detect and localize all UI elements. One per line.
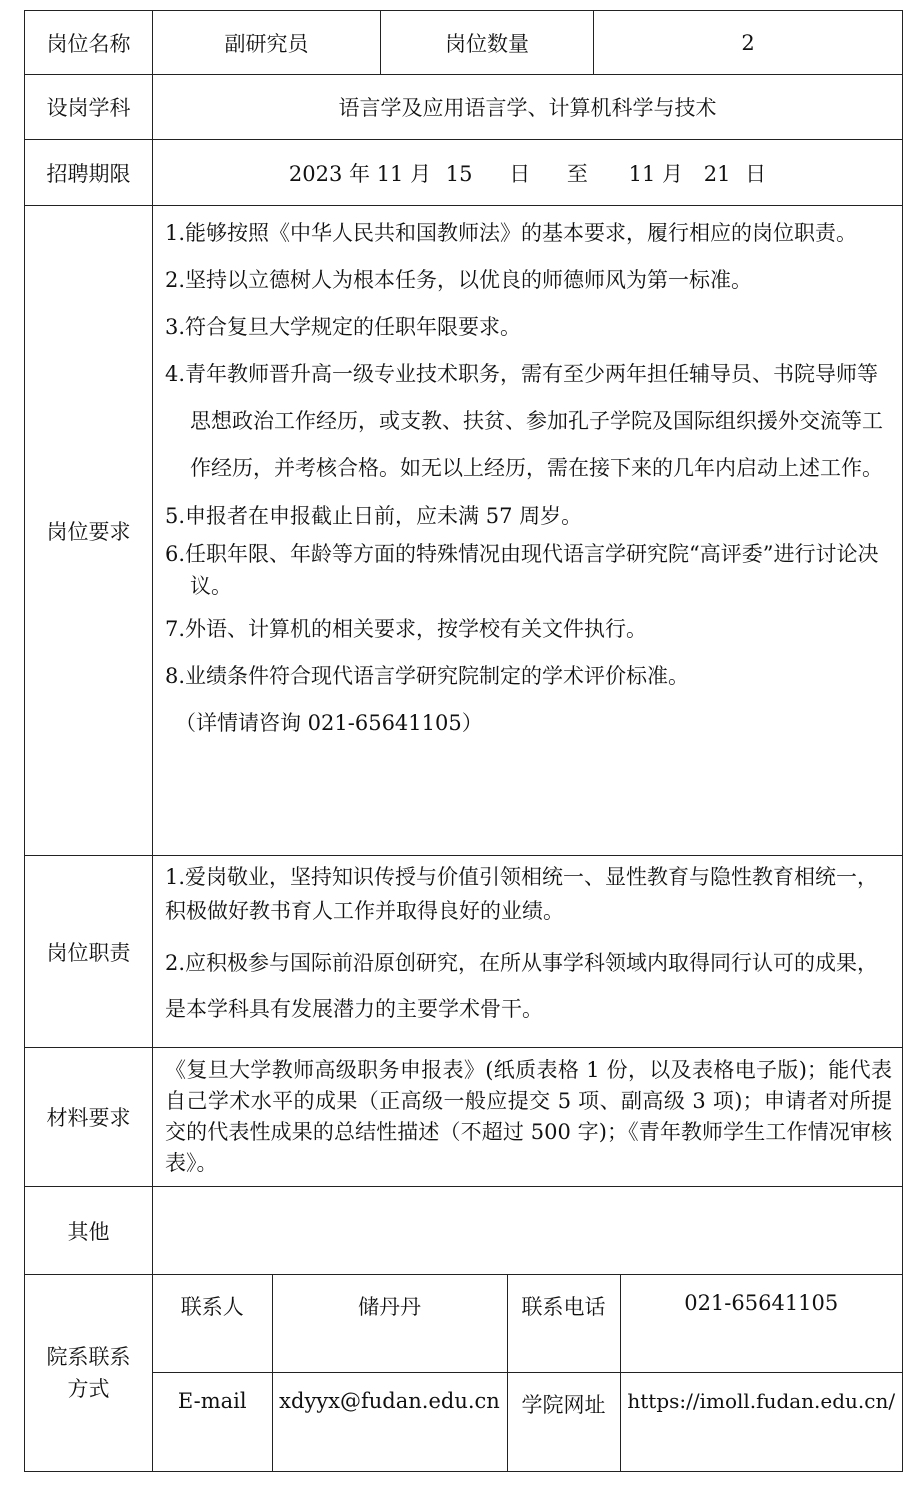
contact-row-2 [153, 1372, 902, 1471]
period-day-char: 日 [509, 161, 531, 186]
requirement-item: 1.能够按照《中华人民共和国教师法》的基本要求，履行相应的岗位职责。 [165, 221, 858, 245]
contact-site-value[interactable]: https://imoll.fudan.edu.cn/ [620, 1372, 902, 1471]
period-day-char-2: 日 [745, 161, 767, 186]
period-year-char: 年 [349, 161, 370, 186]
duty-item: 1.爱岗敬业，坚持知识传授与价值引领相统一、显性教育与隐性教育相统一，积极做好教书育人工作并取得良好的业绩。 [165, 865, 879, 923]
contact-email-value[interactable]: xdyyx@fudan.edu.cn [272, 1372, 507, 1471]
requirements-content [153, 206, 903, 856]
requirement-item: 2.坚持以立德树人为根本任务，以优良的师德师风为第一标准。 [165, 268, 753, 292]
contact-person-value: 储丹丹 [272, 1275, 507, 1372]
contact-row-1 [153, 1275, 902, 1372]
period-to: 至 [566, 161, 588, 186]
other-label: 其他 [25, 1187, 153, 1275]
row-discipline [25, 75, 903, 140]
row-requirements [25, 206, 903, 856]
materials-text: 《复旦大学教师高级职务申报表》(纸质表格 1 份，以及表格电子版)；能代表自己学术水平的成果（正高级一般应提交 5 项、副高级 3 项)；申请者对所提交的代表性成果的总结性描述（不超过 500 字)；《青年教师学生工作情况审核表》。 [165, 1058, 892, 1175]
job-posting-table [24, 10, 903, 1472]
quota-label: 岗位数量 [381, 11, 594, 75]
row-materials [25, 1048, 903, 1187]
requirement-item: 5.申报者在申报截止日前，应未满 57 周岁。 [165, 504, 583, 528]
period-year: 2023 [288, 161, 343, 186]
period-month-char-2: 月 [662, 161, 684, 186]
row-contact [25, 1275, 903, 1472]
contact-site-label: 学院网址 [507, 1372, 620, 1471]
requirement-item: 8.业绩条件符合现代语言学研究院制定的学术评价标准。 [165, 664, 690, 688]
period-end-month: 11 [628, 161, 656, 186]
discipline-label: 设岗学科 [25, 75, 153, 140]
duties-content [153, 856, 903, 1048]
contact-phone-value: 021-65641105 [620, 1275, 902, 1372]
quota-value: 2 [594, 11, 903, 75]
requirements-label: 岗位要求 [25, 206, 153, 856]
requirement-item: 6.任职年限、年龄等方面的特殊情况由现代语言学研究院“高评委”进行讨论决议。 [165, 542, 879, 598]
period-label: 招聘期限 [25, 140, 153, 206]
requirement-item: 7.外语、计算机的相关要求，按学校有关文件执行。 [165, 617, 648, 641]
row-duties [25, 856, 903, 1048]
position-label: 岗位名称 [25, 11, 153, 75]
requirement-item: 4.青年教师晋升高一级专业技术职务，需有至少两年担任辅导员、书院导师等思想政治工作经历，或支教、扶贫、参加孔子学院及国际组织援外交流等工作经历，并考核合格。如无以上经历，需在接下来的几年内启动上述工作。 [165, 362, 883, 480]
duties-label: 岗位职责 [25, 856, 153, 1048]
contact-phone-label: 联系电话 [507, 1275, 620, 1372]
row-other [25, 1187, 903, 1275]
materials-content [153, 1048, 903, 1187]
contact-label: 院系联系方式 [25, 1275, 153, 1472]
position-value: 副研究员 [153, 11, 381, 75]
requirement-item: 3.符合复旦大学规定的任职年限要求。 [165, 315, 522, 339]
contact-person-label: 联系人 [153, 1275, 272, 1372]
contact-table [153, 1275, 902, 1471]
period-end-day: 21 [703, 161, 731, 186]
contact-grid [153, 1275, 903, 1472]
other-value [153, 1187, 903, 1275]
period-start-day: 15 [445, 161, 473, 186]
row-position [25, 11, 903, 75]
period-month-char: 月 [410, 161, 432, 186]
duty-item: 2.应积极参与国际前沿原创研究，在所从事学科领域内取得同行认可的成果，是本学科具有发展潜力的主要学术骨干。 [165, 951, 879, 1021]
discipline-value: 语言学及应用语言学、计算机科学与技术 [153, 75, 903, 140]
contact-email-label: E-mail [153, 1372, 272, 1471]
row-period [25, 140, 903, 206]
materials-label: 材料要求 [25, 1048, 153, 1187]
requirements-note: （详情请咨询 021-65641105） [175, 711, 483, 735]
period-start-month: 11 [376, 161, 404, 186]
period-value [153, 140, 903, 206]
